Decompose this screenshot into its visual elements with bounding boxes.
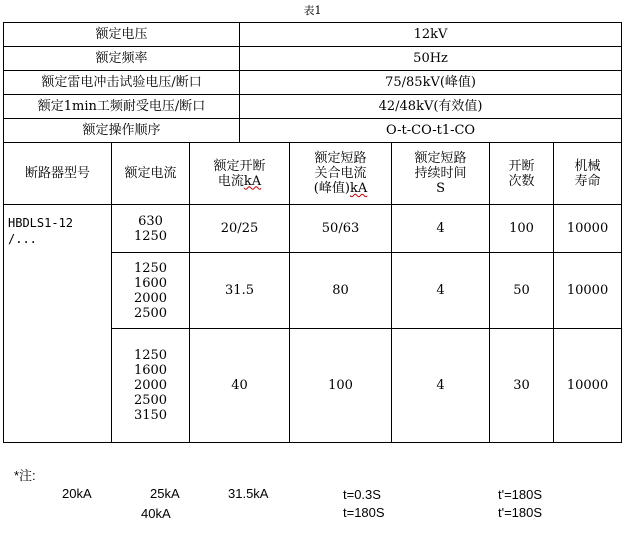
general-label: 额定电压: [4, 23, 240, 47]
general-value: O-t-CO-t1-CO: [240, 119, 622, 143]
note-time-t3: t'=180S: [498, 487, 543, 502]
spec-table: [3, 22, 622, 443]
general-label: 额定雷电冲击试验电压/断口: [4, 71, 240, 95]
note-current-40: 40kA: [141, 506, 171, 521]
current-value: 1250: [133, 260, 168, 276]
header-duration-line3: S: [436, 181, 445, 196]
header-making-current: [290, 143, 392, 205]
current-value: 1600: [133, 363, 168, 378]
rated-current-cell: [112, 205, 190, 253]
current-value: 1600: [133, 275, 168, 291]
general-value: 50Hz: [240, 47, 622, 71]
breaking-current-cell: 40: [190, 329, 290, 443]
model-line1: HBDLS1-12: [8, 216, 74, 230]
header-model: 断路器型号: [4, 143, 112, 205]
header-duration-line2: 持续时间: [414, 166, 467, 181]
header-duration-line1: 额定短路: [414, 151, 467, 166]
general-row: [4, 71, 622, 95]
current-value: 2000: [133, 378, 168, 393]
general-value: 42/48kV(有效值): [240, 95, 622, 119]
general-value: 12kV: [240, 23, 622, 47]
note-time-t2: t=180S: [343, 505, 385, 520]
mech-life-cell: 10000: [554, 205, 622, 253]
header-life-line2: 寿命: [574, 173, 601, 189]
header-row: [4, 143, 622, 205]
header-making-line2: 关合电流: [314, 166, 367, 181]
header-life-line1: 机械: [574, 158, 601, 174]
mech-life-cell: 10000: [554, 329, 622, 443]
note-time-t1: t=0.3S: [343, 487, 381, 502]
current-value: 630: [138, 213, 163, 229]
duration-cell: 4: [392, 205, 490, 253]
current-value: 1250: [133, 348, 168, 363]
general-value: 75/85kV(峰值): [240, 71, 622, 95]
header-making-unit: kA: [349, 181, 368, 196]
making-current-cell: 100: [290, 329, 392, 443]
header-making-peak: (峰值): [313, 181, 350, 196]
current-value: 3150: [133, 408, 168, 423]
breaking-current-cell: 31.5: [190, 253, 290, 329]
rated-current-cell: [112, 329, 190, 443]
duration-cell: 4: [392, 253, 490, 329]
note-time-t4: t'=180S: [498, 505, 543, 520]
note-current-25: 25kA: [150, 486, 180, 501]
current-value: 1250: [133, 228, 168, 244]
duration-cell: 4: [392, 329, 490, 443]
note-title: *注:: [14, 468, 36, 483]
header-times-line1: 开断: [508, 158, 535, 174]
header-breaking-line2: [192, 174, 287, 189]
current-value: 2500: [133, 305, 168, 321]
header-breaking-label: 电流: [217, 173, 244, 189]
header-breaking-unit: kA: [243, 173, 262, 189]
making-current-cell: 50/63: [290, 205, 392, 253]
header-making-line1: 额定短路: [314, 151, 367, 166]
current-value: 2000: [133, 290, 168, 306]
header-mech-life: [554, 143, 622, 205]
breaking-times-cell: 100: [490, 205, 554, 253]
model-cell: [4, 205, 112, 443]
header-rated-current: 额定电流: [112, 143, 190, 205]
model-line2: /...: [8, 232, 37, 246]
note-current-20: 20kA: [62, 486, 92, 501]
general-row: [4, 23, 622, 47]
header-making-line3: [292, 181, 389, 196]
general-row: [4, 119, 622, 143]
header-breaking-times: [490, 143, 554, 205]
breaking-current-cell: 20/25: [190, 205, 290, 253]
mech-life-cell: 10000: [554, 253, 622, 329]
table-caption: 表1: [303, 4, 322, 17]
breaking-times-cell: 50: [490, 253, 554, 329]
current-value: 2500: [133, 393, 168, 408]
header-breaking-line1: 额定开断: [213, 158, 266, 174]
note-current-31-5: 31.5kA: [228, 486, 269, 501]
general-label: 额定频率: [4, 47, 240, 71]
breaking-times-cell: 30: [490, 329, 554, 443]
general-label: 额定1min工频耐受电压/断口: [4, 95, 240, 119]
making-current-cell: 80: [290, 253, 392, 329]
header-times-line2: 次数: [508, 173, 535, 189]
rated-current-cell: [112, 253, 190, 329]
general-row: [4, 47, 622, 71]
general-row: [4, 95, 622, 119]
header-duration: [392, 143, 490, 205]
table-row: [4, 205, 622, 253]
general-label: 额定操作顺序: [4, 119, 240, 143]
header-breaking-current: [190, 143, 290, 205]
